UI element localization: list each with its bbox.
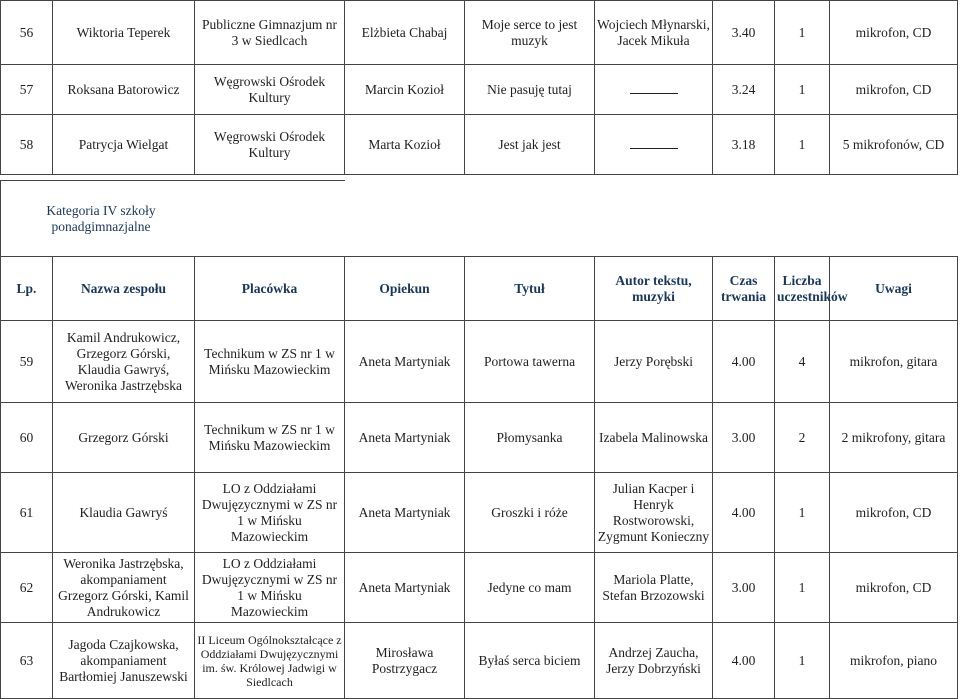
uwagi-cell: mikrofon, CD xyxy=(830,473,958,553)
category-title-cell xyxy=(1,181,345,257)
name-cell: Klaudia Gawryś xyxy=(53,473,195,553)
tytul-cell: Portowa tawerna xyxy=(465,321,595,403)
placowka-cell: Węgrowski Ośrodek Kultury xyxy=(195,65,345,115)
placowka-cell: II Liceum Ogólnokształcące z Oddziałami Dwujęzycznymi im. św. Królowej Jadwigi w Siedlcach xyxy=(195,623,345,699)
autor-cell: Julian Kacper i Henryk Rostworowski, Zygmunt Konieczny xyxy=(595,473,713,553)
czas-cell: 3.00 xyxy=(713,403,775,473)
uwagi-cell: mikrofon, piano xyxy=(830,623,958,699)
liczba-cell: 2 xyxy=(775,403,830,473)
opiekun-cell: Aneta Martyniak xyxy=(345,403,465,473)
opiekun-cell: Elżbieta Chabaj xyxy=(345,1,465,65)
czas-cell: 4.00 xyxy=(713,321,775,403)
lp-cell: 57 xyxy=(1,65,53,115)
uwagi-cell: 5 mikrofonów, CD xyxy=(830,115,958,175)
opiekun-cell: Marcin Kozioł xyxy=(345,65,465,115)
header-lp: Lp. xyxy=(1,257,53,321)
uwagi-cell: mikrofon, CD xyxy=(830,1,958,65)
opiekun-cell: Aneta Martyniak xyxy=(345,321,465,403)
placowka-cell: Węgrowski Ośrodek Kultury xyxy=(195,115,345,175)
liczba-cell: 4 xyxy=(775,321,830,403)
placowka-cell: LO z Oddziałami Dwujęzycznymi w ZS nr 1 w Mińsku Mazowieckim xyxy=(195,553,345,623)
header-opiekun: Opiekun xyxy=(345,257,465,321)
header-autor: Autor tekstu, muzyki xyxy=(595,257,713,321)
czas-cell: 3.24 xyxy=(713,65,775,115)
name-cell: Jagoda Czajkowska, akompaniament Bartłomiej Januszewski xyxy=(53,623,195,699)
table-row xyxy=(1,473,958,553)
header-tytul: Tytuł xyxy=(465,257,595,321)
liczba-cell: 1 xyxy=(775,65,830,115)
tytul-cell: Jest jak jest xyxy=(465,115,595,175)
liczba-cell: 1 xyxy=(775,473,830,553)
liczba-cell: 1 xyxy=(775,623,830,699)
tytul-cell: Byłaś serca biciem xyxy=(465,623,595,699)
liczba-cell: 1 xyxy=(775,1,830,65)
lp-cell: 56 xyxy=(1,1,53,65)
czas-cell: 4.00 xyxy=(713,473,775,553)
tytul-cell: Jedyne co mam xyxy=(465,553,595,623)
table-row xyxy=(1,115,958,175)
liczba-cell: 1 xyxy=(775,115,830,175)
autor-cell: Andrzej Zaucha, Jerzy Dobrzyński xyxy=(595,623,713,699)
uwagi-cell: mikrofon, CD xyxy=(830,65,958,115)
header-row xyxy=(1,257,958,321)
blank-underline xyxy=(630,138,678,149)
tytul-cell: Groszki i róże xyxy=(465,473,595,553)
autor-cell: Jerzy Porębski xyxy=(595,321,713,403)
lp-cell: 61 xyxy=(1,473,53,553)
header-placowka: Placówka xyxy=(195,257,345,321)
lp-cell: 58 xyxy=(1,115,53,175)
category-empty-cell xyxy=(345,181,958,257)
name-cell: Grzegorz Górski xyxy=(53,403,195,473)
uwagi-cell: 2 mikrofony, gitara xyxy=(830,403,958,473)
table-row xyxy=(1,65,958,115)
tytul-cell: Nie pasuję tutaj xyxy=(465,65,595,115)
bottom-table xyxy=(0,622,958,699)
placowka-cell: Technikum w ZS nr 1 w Mińsku Mazowieckim xyxy=(195,321,345,403)
opiekun-cell: Aneta Martyniak xyxy=(345,553,465,623)
category-title: Kategoria IV szkoły ponadgimnazjalne xyxy=(46,202,156,234)
autor-cell: Wojciech Młynarski, Jacek Mikuła xyxy=(595,1,713,65)
opiekun-cell: Marta Kozioł xyxy=(345,115,465,175)
czas-cell: 3.00 xyxy=(713,553,775,623)
name-cell: Weronika Jastrzębska, akompaniament Grzegorz Górski, Kamil Andrukowicz xyxy=(53,553,195,623)
opiekun-cell: Aneta Martyniak xyxy=(345,473,465,553)
main-table xyxy=(0,180,958,623)
name-cell: Wiktoria Teperek xyxy=(53,1,195,65)
uwagi-cell: mikrofon, gitara xyxy=(830,321,958,403)
top-table xyxy=(0,0,958,175)
header-czas: Czas trwania xyxy=(713,257,775,321)
name-cell: Roksana Batorowicz xyxy=(53,65,195,115)
autor-cell: Izabela Malinowska xyxy=(595,403,713,473)
lp-cell: 62 xyxy=(1,553,53,623)
table-row xyxy=(1,321,958,403)
placowka-cell: Technikum w ZS nr 1 w Mińsku Mazowieckim xyxy=(195,403,345,473)
uwagi-cell: mikrofon, CD xyxy=(830,553,958,623)
autor-cell xyxy=(595,65,713,115)
czas-cell: 3.40 xyxy=(713,1,775,65)
header-name: Nazwa zespołu xyxy=(53,257,195,321)
autor-cell xyxy=(595,115,713,175)
blank-underline xyxy=(630,83,678,94)
autor-cell: Mariola Platte, Stefan Brzozowski xyxy=(595,553,713,623)
lp-cell: 63 xyxy=(1,623,53,699)
opiekun-cell: Mirosława Postrzygacz xyxy=(345,623,465,699)
category-row xyxy=(1,181,958,257)
name-cell: Patrycja Wielgat xyxy=(53,115,195,175)
tytul-cell: Płomysanka xyxy=(465,403,595,473)
header-uwagi: Uwagi xyxy=(830,257,958,321)
liczba-cell: 1 xyxy=(775,553,830,623)
tytul-cell: Moje serce to jest muzyk xyxy=(465,1,595,65)
placowka-cell: LO z Oddziałami Dwujęzycznymi w ZS nr 1 w Mińsku Mazowieckim xyxy=(195,473,345,553)
table-row xyxy=(1,623,958,699)
czas-cell: 4.00 xyxy=(713,623,775,699)
czas-cell: 3.18 xyxy=(713,115,775,175)
table-row xyxy=(1,553,958,623)
header-liczba: Liczba uczestników xyxy=(775,257,830,321)
table-row xyxy=(1,1,958,65)
name-cell: Kamil Andrukowicz, Grzegorz Górski, Klaudia Gawryś, Weronika Jastrzębska xyxy=(53,321,195,403)
lp-cell: 59 xyxy=(1,321,53,403)
lp-cell: 60 xyxy=(1,403,53,473)
placowka-cell: Publiczne Gimnazjum nr 3 w Siedlcach xyxy=(195,1,345,65)
table-row xyxy=(1,403,958,473)
